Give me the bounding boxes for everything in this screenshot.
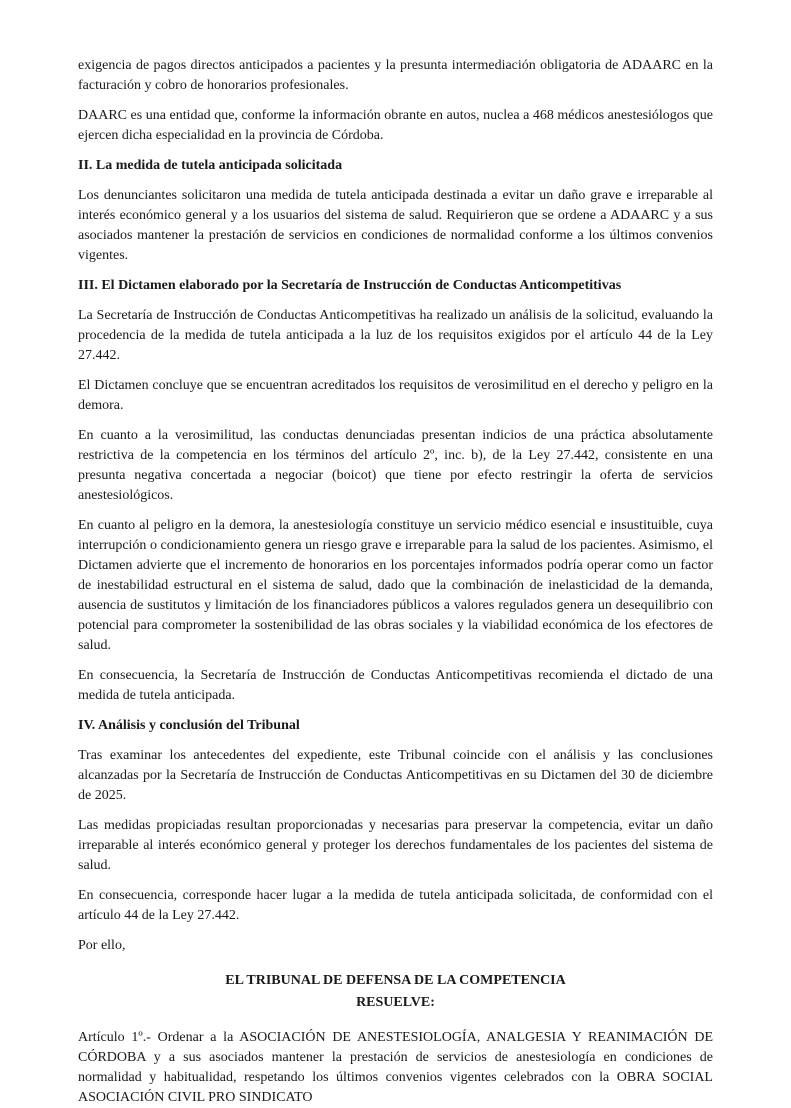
paragraph-daarc-entidad: DAARC es una entidad que, conforme la información obrante en autos, nuclea a 468 médicos anestesiólogos que ejercen dicha especialidad en la provincia de Córdoba.	[78, 108, 713, 143]
paragraph-dictamen-concluye: El Dictamen concluye que se encuentran acreditados los requisitos de verosimilitud en el derecho y peligro en la demora.	[78, 378, 713, 413]
section-heading-iv-analisis-tribunal: IV. Análisis y conclusión del Tribunal	[78, 718, 300, 733]
paragraph-corresponde-hacer-lugar: En consecuencia, corresponde hacer lugar a la medida de tutela anticipada solicitada, de conformidad con el artículo 44 de la Ley 27.442.	[78, 888, 713, 923]
resolution-resuelve-label: RESUELVE:	[356, 995, 435, 1010]
paragraph-peligro-demora: En cuanto al peligro en la demora, la anestesiología constituye un servicio médico esencial e insustituible, cuya interrupción o condicionamiento genera un riesgo grave e irreparable para la salud de los pacientes. Asimismo, el Dictamen advierte que el incremento de honorarios en los porcentajes informados podría operar como un factor de inestabilidad estructural en el sistema de salud, dado que la combinación de inelasticidad de la demanda, ausencia de sustitutos y limitación de los financiadores públicos a valores regulados genera un desequilibrio con potencial para comprometer la sostenibilidad de las obras sociales y la viabilidad económica de los efectores de salud.	[78, 518, 713, 653]
resolution-heading-block	[78, 970, 713, 1014]
paragraph-denunciantes-solicitud: Los denunciantes solicitaron una medida de tutela anticipada destinada a evitar un daño grave e irreparable al interés económico general y a los usuarios del sistema de salud. Requirieron que se ordene a ADAARC y a sus asociados mantener la prestación de servicios en condiciones de normalidad conforme a los últimos convenios vigentes.	[78, 188, 713, 263]
section-heading-iii-dictamen: III. El Dictamen elaborado por la Secretaría de Instrucción de Conductas Anticompetitivas	[78, 278, 622, 293]
paragraph-recomendacion-secretaria: En consecuencia, la Secretaría de Instrucción de Conductas Anticompetitivas recomienda el dictado de una medida de tutela anticipada.	[78, 668, 713, 703]
section-heading-ii-medida-tutela: II. La medida de tutela anticipada solicitada	[78, 158, 343, 173]
paragraph-tras-examinar: Tras examinar los antecedentes del expediente, este Tribunal coincide con el análisis y las conclusiones alcanzadas por la Secretaría de Instrucción de Conductas Anticompetitivas en su Dictamen del 30 de diciembre de 2025.	[78, 748, 713, 803]
paragraph-por-ello: Por ello,	[78, 938, 126, 953]
paragraph-verosimilitud: En cuanto a la verosimilitud, las conductas denunciadas presentan indicios de una práctica absolutamente restrictiva de la competencia en los términos del artículo 2º, inc. b), de la Ley 27.442, consistente en una presunta negativa concertada a negociar (boicot) que tiene por efecto restringir la oferta de servicios anestesiológicos.	[78, 428, 713, 503]
paragraph-pagos-anticipados: exigencia de pagos directos anticipados a pacientes y la presunta intermediación obligatoria de ADAARC en la facturación y cobro de honorarios profesionales.	[78, 58, 713, 93]
paragraph-articulo-1: Artículo 1º.- Ordenar a la ASOCIACIÓN DE ANESTESIOLOGÍA, ANALGESIA Y REANIMACIÓN DE CÓRDOBA y a sus asociados mantener la prestación de servicios de anestesiología en condiciones de normalidad y habitualidad, respetando los últimos convenios vigentes celebrados con la OBRA SOCIAL ASOCIACIÓN CIVIL PRO SINDICATO	[78, 1030, 713, 1105]
paragraph-secretaria-analisis: La Secretaría de Instrucción de Conductas Anticompetitivas ha realizado un análisis de la solicitud, evaluando la procedencia de la medida de tutela anticipada a la luz de los requisitos exigidos por el artículo 44 de la Ley 27.442.	[78, 308, 713, 363]
resolution-title: EL TRIBUNAL DE DEFENSA DE LA COMPETENCIA	[225, 973, 566, 988]
paragraph-medidas-propiciadas: Las medidas propiciadas resultan proporcionadas y necesarias para preservar la competencia, evitar un daño irreparable al interés económico general y proteger los derechos fundamentales de los pacientes del sistema de salud.	[78, 818, 713, 873]
